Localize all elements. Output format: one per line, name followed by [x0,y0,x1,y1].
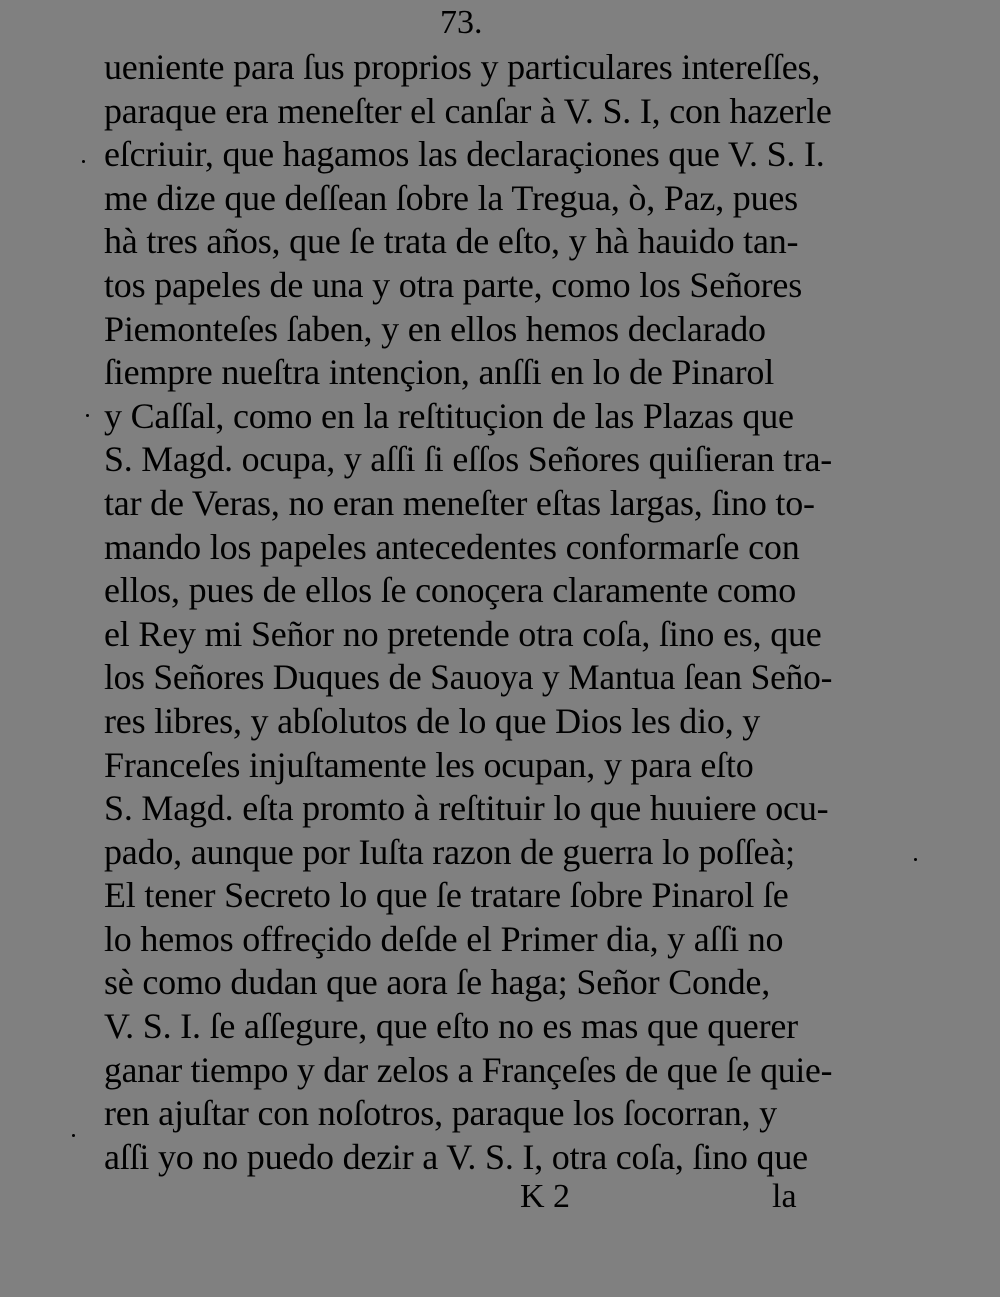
body-text [104,46,832,1179]
text-line: ren ajuſtar con noſotros, paraque los ſocorran, y [104,1093,777,1134]
text-line: res libres, y abſolutos de lo que Dios les dio, y [104,700,761,741]
text-line: hà tres años, que ſe trata de eſto, y hà hauido tan- [104,221,799,262]
text-line: ganar tiempo y dar zelos a Françeſes de que ſe quie- [104,1049,833,1090]
text-line: eſcriuir, que hagamos las declaraçiones que V. S. I. [104,134,825,175]
ink-speck [914,858,917,861]
text-line: ueniente para ſus proprios y particulares intereſſes, [104,47,821,87]
text-line: lo hemos offreçido deſde el Primer dia, y aſſi no [104,918,784,959]
text-line: paraque era meneſter el canſar à V. S. I, con hazerle [104,90,832,131]
text-line: pado, aunque por Iuſta razon de guerra lo poſſeà; [104,831,795,872]
text-line: y Caſſal, como en la reſtituçion de las Plazas que [104,395,794,436]
ink-speck [72,1134,75,1137]
text-line: S. Magd. eſta promto à reſtituir lo que huuiere ocu- [104,788,829,829]
text-line: mando los papeles antecedentes conformarſe con [104,526,800,567]
text-line: V. S. I. ſe aſſegure, que eſto no es mas que querer [104,1006,798,1047]
text-line: el Rey mi Señor no pretende otra coſa, ſino es, que [104,613,822,654]
text-line: El tener Secreto lo que ſe tratare ſobre Pinarol ſe [104,875,789,916]
signature-mark: K 2 [520,1178,571,1215]
text-line: los Señores Duques de Sauoya y Mantua ſean Seño- [104,657,833,698]
ink-speck [82,160,85,163]
text-line: aſſi yo no puedo dezir a V. S. I, otra coſa, ſino que [104,1136,808,1177]
ink-speck [86,414,89,417]
text-line: S. Magd. ocupa, y aſſi ſi eſſos Señores quiſieran tra- [104,439,833,480]
text-line: Franceſes injuſtamente les ocupan, y para eſto [104,744,754,785]
text-line: ſiempre nueſtra intençion, anſſi en lo de Pinarol [104,352,774,393]
page-number: 73. [440,4,483,41]
text-line: tar de Veras, no eran meneſter eſtas largas, ſino to- [104,482,815,523]
catchword: la [772,1178,797,1215]
text-line: sè como dudan que aora ſe haga; Señor Conde, [104,962,770,1003]
text-line: me dize que deſſean ſobre la Tregua, ò, Paz, pues [104,177,798,218]
text-line: Piemonteſes ſaben, y en ellos hemos declarado [104,308,766,349]
text-line: tos papeles de una y otra parte, como los Señores [104,264,803,305]
text-line: ellos, pues de ellos ſe conoçera claramente como [104,570,797,611]
